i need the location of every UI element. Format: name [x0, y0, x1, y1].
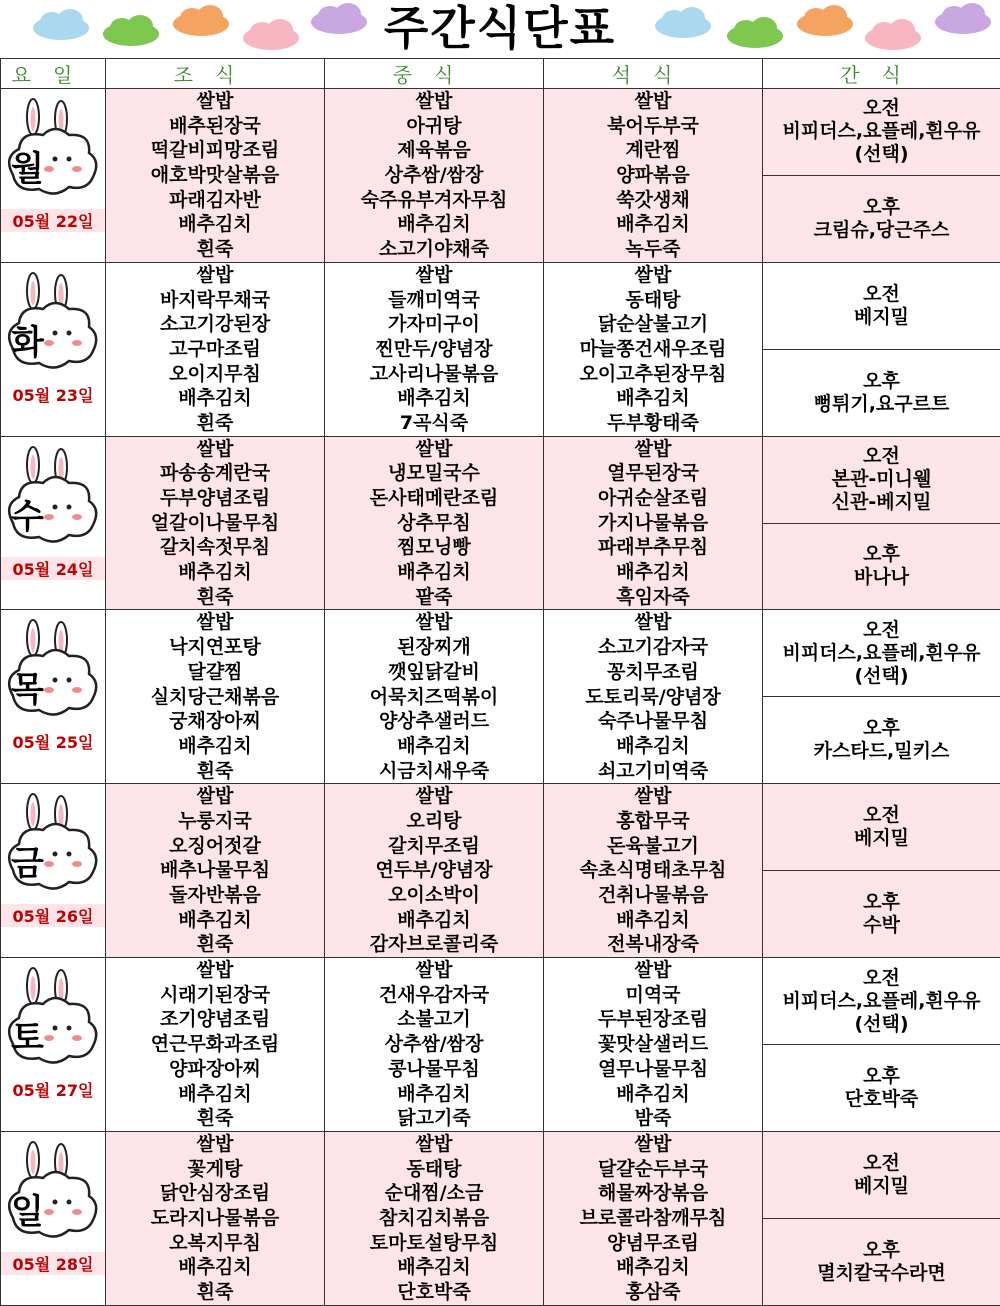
- snack-line: 신관-베지밀: [763, 491, 1000, 514]
- menu-item: 배추김치: [544, 1255, 762, 1280]
- menu-item: 쌀밥: [544, 89, 762, 114]
- day-label: 화: [11, 315, 44, 364]
- snack-line: 오전: [763, 967, 1000, 990]
- snack-line: 바나나: [763, 566, 1000, 589]
- menu-item: 꽃맛살샐러드: [544, 1032, 762, 1057]
- menu-item: 도토리묵/양념장: [544, 685, 762, 710]
- menu-item: 배추김치: [544, 1082, 762, 1107]
- menu-item: 두부황태죽: [544, 411, 762, 436]
- day-row: [1, 610, 1000, 697]
- menu-item: 배추김치: [106, 908, 324, 933]
- menu-item: 배추김치: [325, 560, 543, 585]
- menu-item: 동태탕: [544, 288, 762, 313]
- menu-item: 7곡식죽: [325, 411, 543, 436]
- snack-line: 카스타드,밀키스: [763, 740, 1000, 763]
- menu-item: 아귀탕: [325, 114, 543, 139]
- header-dinner: 석식: [544, 59, 763, 89]
- menu-item: 소고기야채죽: [325, 237, 543, 262]
- menu-item: 건새우감자국: [325, 983, 543, 1008]
- menu-item: 열무된장국: [544, 461, 762, 486]
- menu-item: 배추김치: [325, 1255, 543, 1280]
- day-cell: [1, 436, 106, 610]
- menu-item: 흰죽: [106, 585, 324, 610]
- snack-line: 단호박죽: [763, 1088, 1000, 1111]
- menu-item: 배추나물무침: [106, 858, 324, 883]
- menu-item: 오이지무침: [106, 362, 324, 387]
- breakfast-cell: [106, 958, 325, 1132]
- menu-item: 갈치무조림: [325, 834, 543, 859]
- lunch-cell: [325, 89, 544, 263]
- menu-item: 배추된장국: [106, 114, 324, 139]
- menu-item: 배추김치: [106, 1255, 324, 1280]
- snack-line: 오전: [763, 283, 1000, 306]
- snack-line: 크림슈,당근주스: [763, 219, 1000, 242]
- menu-item: 배추김치: [325, 908, 543, 933]
- menu-item: 달걀순두부국: [544, 1157, 762, 1182]
- snack-line: 오전: [763, 804, 1000, 827]
- menu-item: 전복내장죽: [544, 932, 762, 957]
- menu-item: 소불고기: [325, 1007, 543, 1032]
- dinner-cell: [544, 1131, 763, 1305]
- menu-item: 찐만두/양념장: [325, 337, 543, 362]
- breakfast-cell: [106, 1131, 325, 1305]
- snack-line: 베지밀: [763, 1175, 1000, 1198]
- menu-item: 상추쌈/쌈장: [325, 163, 543, 188]
- snack-line: (선택): [763, 143, 1000, 166]
- menu-item: 소고기감자국: [544, 635, 762, 660]
- menu-item: 숙주유부겨자무침: [325, 188, 543, 213]
- menu-item: 파송송계란국: [106, 461, 324, 486]
- snack-line: 본관-미니웰: [763, 468, 1000, 491]
- menu-item: 돌자반볶음: [106, 883, 324, 908]
- snack-line: 오후: [763, 717, 1000, 740]
- menu-item: 쌀밥: [325, 89, 543, 114]
- day-row: [1, 262, 1000, 349]
- menu-item: 깻잎닭갈비: [325, 660, 543, 685]
- menu-item: 쌀밥: [544, 263, 762, 288]
- menu-item: 연근무화과조림: [106, 1032, 324, 1057]
- menu-item: 배추김치: [106, 386, 324, 411]
- menu-item: 냉모밀국수: [325, 461, 543, 486]
- snack-am-cell: [763, 262, 1000, 349]
- dinner-cell: [544, 89, 763, 263]
- menu-item: 시래기된장국: [106, 983, 324, 1008]
- menu-item: 양파볶음: [544, 163, 762, 188]
- header-lunch: 중식: [325, 59, 544, 89]
- snack-am-cell: [763, 958, 1000, 1045]
- date-label: 05월 22일: [1, 209, 105, 232]
- menu-item: 북어두부국: [544, 114, 762, 139]
- breakfast-cell: [106, 610, 325, 784]
- menu-item: 배추김치: [106, 212, 324, 237]
- menu-item: 배추김치: [106, 560, 324, 585]
- lunch-cell: [325, 436, 544, 610]
- menu-item: 감자브로콜리죽: [325, 932, 543, 957]
- breakfast-cell: [106, 262, 325, 436]
- snack-pm-cell: [763, 175, 1000, 262]
- menu-item: 고구마조림: [106, 337, 324, 362]
- menu-item: 상추쌈/쌈장: [325, 1032, 543, 1057]
- snack-line: 오후: [763, 543, 1000, 566]
- day-row: [1, 958, 1000, 1045]
- day-row: [1, 1131, 1000, 1218]
- menu-item: 쌀밥: [106, 784, 324, 809]
- page-title: 주간식단표: [0, 0, 1000, 58]
- menu-item: 배추김치: [544, 734, 762, 759]
- menu-item: 아귀순살조림: [544, 486, 762, 511]
- snack-line: 뻥튀기,요구르트: [763, 393, 1000, 416]
- menu-item: 파래김자반: [106, 188, 324, 213]
- snack-pm-cell: [763, 871, 1000, 958]
- menu-item: 흰죽: [106, 1106, 324, 1131]
- date-label: 05월 25일: [1, 730, 105, 753]
- menu-item: 쌀밥: [106, 610, 324, 635]
- menu-item: 소고기강된장: [106, 312, 324, 337]
- menu-item: 홍합무국: [544, 809, 762, 834]
- menu-item: 배추김치: [544, 212, 762, 237]
- menu-item: 얼갈이나물무침: [106, 511, 324, 536]
- snack-am-cell: [763, 784, 1000, 871]
- menu-item: 상추무침: [325, 511, 543, 536]
- day-label: 토: [11, 1010, 44, 1059]
- snack-line: (선택): [763, 665, 1000, 688]
- snack-line: 오후: [763, 1239, 1000, 1262]
- menu-item: 궁채장아찌: [106, 709, 324, 734]
- menu-item: 어묵치즈떡볶이: [325, 685, 543, 710]
- menu-item: 쌀밥: [544, 1132, 762, 1157]
- snack-pm-cell: [763, 1044, 1000, 1131]
- menu-item: 돈육불고기: [544, 834, 762, 859]
- day-cell: [1, 958, 106, 1132]
- menu-item: 오복지무침: [106, 1231, 324, 1256]
- menu-item: 마늘쫑건새우조림: [544, 337, 762, 362]
- menu-item: 오징어젓갈: [106, 834, 324, 859]
- menu-item: 토마토설탕무침: [325, 1231, 543, 1256]
- day-cell: [1, 89, 106, 263]
- menu-item: 두부된장조림: [544, 1007, 762, 1032]
- menu-item: 오리탕: [325, 809, 543, 834]
- day-label: 금: [11, 836, 44, 885]
- menu-item: 배추김치: [544, 386, 762, 411]
- header-snack: 간식: [763, 59, 1000, 89]
- menu-item: 배추김치: [106, 734, 324, 759]
- menu-item: 참치김치볶음: [325, 1206, 543, 1231]
- breakfast-cell: [106, 784, 325, 958]
- menu-item: 들깨미역국: [325, 288, 543, 313]
- menu-item: 도라지나물볶음: [106, 1206, 324, 1231]
- menu-item: 파래부추무침: [544, 535, 762, 560]
- lunch-cell: [325, 784, 544, 958]
- menu-item: 쌀밥: [544, 784, 762, 809]
- menu-item: 쌀밥: [325, 263, 543, 288]
- menu-item: 단호박죽: [325, 1280, 543, 1305]
- menu-item: 쌀밥: [325, 958, 543, 983]
- menu-item: 실치당근채볶음: [106, 685, 324, 710]
- menu-item: 쌀밥: [106, 89, 324, 114]
- snack-line: 베지밀: [763, 827, 1000, 850]
- date-label: 05월 26일: [1, 904, 105, 927]
- menu-item: 닭순살불고기: [544, 312, 762, 337]
- menu-item: 건취나물볶음: [544, 883, 762, 908]
- menu-item: 숙주나물무침: [544, 709, 762, 734]
- snack-line: 오후: [763, 1065, 1000, 1088]
- menu-item: 양상추샐러드: [325, 709, 543, 734]
- menu-item: 쌀밥: [544, 958, 762, 983]
- menu-item: 오이소박이: [325, 883, 543, 908]
- snack-line: 오전: [763, 1152, 1000, 1175]
- day-label: 목: [11, 662, 44, 711]
- menu-item: 쌀밥: [325, 610, 543, 635]
- menu-item: 시금치새우죽: [325, 759, 543, 784]
- snack-pm-cell: [763, 697, 1000, 784]
- weekly-menu-table: [0, 58, 1000, 1306]
- snack-pm-cell: [763, 1218, 1000, 1305]
- menu-item: 쌀밥: [106, 263, 324, 288]
- snack-line: 멸치칼국수라면: [763, 1262, 1000, 1285]
- menu-item: 쌀밥: [325, 1132, 543, 1157]
- menu-item: 꽁치무조림: [544, 660, 762, 685]
- menu-item: 배추김치: [544, 560, 762, 585]
- day-cell: [1, 784, 106, 958]
- menu-item: 배추김치: [544, 908, 762, 933]
- menu-item: 고사리나물볶음: [325, 362, 543, 387]
- menu-item: 배추김치: [325, 1082, 543, 1107]
- dinner-cell: [544, 436, 763, 610]
- day-cell: [1, 610, 106, 784]
- snack-am-cell: [763, 89, 1000, 176]
- menu-item: 배추김치: [106, 1082, 324, 1107]
- menu-item: 배추김치: [325, 734, 543, 759]
- menu-item: 홍삼죽: [544, 1280, 762, 1305]
- menu-item: 열무나물무침: [544, 1057, 762, 1082]
- snack-line: 수박: [763, 914, 1000, 937]
- snack-line: 비피더스,요플레,흰우유: [763, 120, 1000, 143]
- lunch-cell: [325, 1131, 544, 1305]
- menu-item: 콩나물무침: [325, 1057, 543, 1082]
- menu-item: 누룽지국: [106, 809, 324, 834]
- header-row: [1, 59, 1000, 89]
- menu-item: 쌀밥: [106, 437, 324, 462]
- dinner-cell: [544, 958, 763, 1132]
- header-day: 요일: [1, 59, 106, 89]
- menu-item: 브로콜라참깨무침: [544, 1206, 762, 1231]
- menu-item: 동태탕: [325, 1157, 543, 1182]
- menu-item: 쌀밥: [106, 958, 324, 983]
- snack-am-cell: [763, 610, 1000, 697]
- menu-item: 흑임자죽: [544, 585, 762, 610]
- menu-item: 오이고추된장무침: [544, 362, 762, 387]
- menu-item: 배추김치: [325, 386, 543, 411]
- lunch-cell: [325, 610, 544, 784]
- menu-item: 꽃게탕: [106, 1157, 324, 1182]
- menu-item: 갈치속젓무침: [106, 535, 324, 560]
- menu-item: 쇠고기미역죽: [544, 759, 762, 784]
- breakfast-cell: [106, 436, 325, 610]
- menu-item: 쑥갓생채: [544, 188, 762, 213]
- menu-item: 애호박맛살볶음: [106, 163, 324, 188]
- lunch-cell: [325, 262, 544, 436]
- snack-pm-cell: [763, 349, 1000, 436]
- menu-item: 녹두죽: [544, 237, 762, 262]
- dinner-cell: [544, 262, 763, 436]
- menu-item: 가자미구이: [325, 312, 543, 337]
- menu-item: 닭고기죽: [325, 1106, 543, 1131]
- snack-pm-cell: [763, 523, 1000, 610]
- menu-item: 흰죽: [106, 237, 324, 262]
- date-label: 05월 27일: [1, 1078, 105, 1101]
- menu-item: 떡갈비피망조림: [106, 138, 324, 163]
- menu-item: 미역국: [544, 983, 762, 1008]
- snack-line: 오후: [763, 891, 1000, 914]
- day-row: [1, 784, 1000, 871]
- menu-item: 흰죽: [106, 759, 324, 784]
- menu-item: 가지나물볶음: [544, 511, 762, 536]
- menu-item: 연두부/양념장: [325, 858, 543, 883]
- menu-item: 밤죽: [544, 1106, 762, 1131]
- dinner-cell: [544, 610, 763, 784]
- menu-item: 쌀밥: [106, 1132, 324, 1157]
- menu-item: 흰죽: [106, 411, 324, 436]
- date-label: 05월 24일: [1, 557, 105, 580]
- menu-item: 닭안심장조림: [106, 1181, 324, 1206]
- menu-item: 달걀찜: [106, 660, 324, 685]
- menu-item: 흰죽: [106, 932, 324, 957]
- snack-line: (선택): [763, 1013, 1000, 1036]
- menu-item: 쌀밥: [544, 437, 762, 462]
- menu-item: 해물짜장볶음: [544, 1181, 762, 1206]
- menu-item: 흰죽: [106, 1280, 324, 1305]
- snack-line: 오전: [763, 619, 1000, 642]
- menu-item: 순대찜/소금: [325, 1181, 543, 1206]
- menu-item: 속초식명태초무침: [544, 858, 762, 883]
- menu-item: 쌀밥: [325, 784, 543, 809]
- snack-line: 베지밀: [763, 306, 1000, 329]
- lunch-cell: [325, 958, 544, 1132]
- day-row: [1, 89, 1000, 176]
- snack-am-cell: [763, 1131, 1000, 1218]
- menu-item: 쌀밥: [544, 610, 762, 635]
- snack-line: 오전: [763, 97, 1000, 120]
- menu-item: 찜모닝빵: [325, 535, 543, 560]
- dinner-cell: [544, 784, 763, 958]
- snack-line: 비피더스,요플레,흰우유: [763, 990, 1000, 1013]
- day-cell: [1, 262, 106, 436]
- day-row: [1, 436, 1000, 523]
- date-label: 05월 28일: [1, 1252, 105, 1275]
- snack-am-cell: [763, 436, 1000, 523]
- menu-item: 두부양념조림: [106, 486, 324, 511]
- date-label: 05월 23일: [1, 383, 105, 406]
- header-breakfast: 조식: [106, 59, 325, 89]
- snack-line: 오후: [763, 196, 1000, 219]
- header-banner: [0, 0, 1000, 58]
- snack-line: 오후: [763, 370, 1000, 393]
- menu-item: 쌀밥: [325, 437, 543, 462]
- menu-item: 된장찌개: [325, 635, 543, 660]
- menu-item: 낙지연포탕: [106, 635, 324, 660]
- menu-item: 양념무조림: [544, 1231, 762, 1256]
- day-label: 일: [11, 1184, 44, 1233]
- breakfast-cell: [106, 89, 325, 263]
- menu-item: 계란찜: [544, 138, 762, 163]
- day-label: 수: [11, 489, 44, 538]
- snack-line: 비피더스,요플레,흰우유: [763, 642, 1000, 665]
- day-cell: [1, 1131, 106, 1305]
- menu-item: 돈사태메란조림: [325, 486, 543, 511]
- menu-item: 제육볶음: [325, 138, 543, 163]
- menu-item: 팥죽: [325, 585, 543, 610]
- menu-item: 바지락무채국: [106, 288, 324, 313]
- menu-item: 조기양념조림: [106, 1007, 324, 1032]
- menu-item: 양파장아찌: [106, 1057, 324, 1082]
- day-label: 월: [11, 141, 44, 190]
- menu-item: 배추김치: [325, 212, 543, 237]
- snack-line: 오전: [763, 445, 1000, 468]
